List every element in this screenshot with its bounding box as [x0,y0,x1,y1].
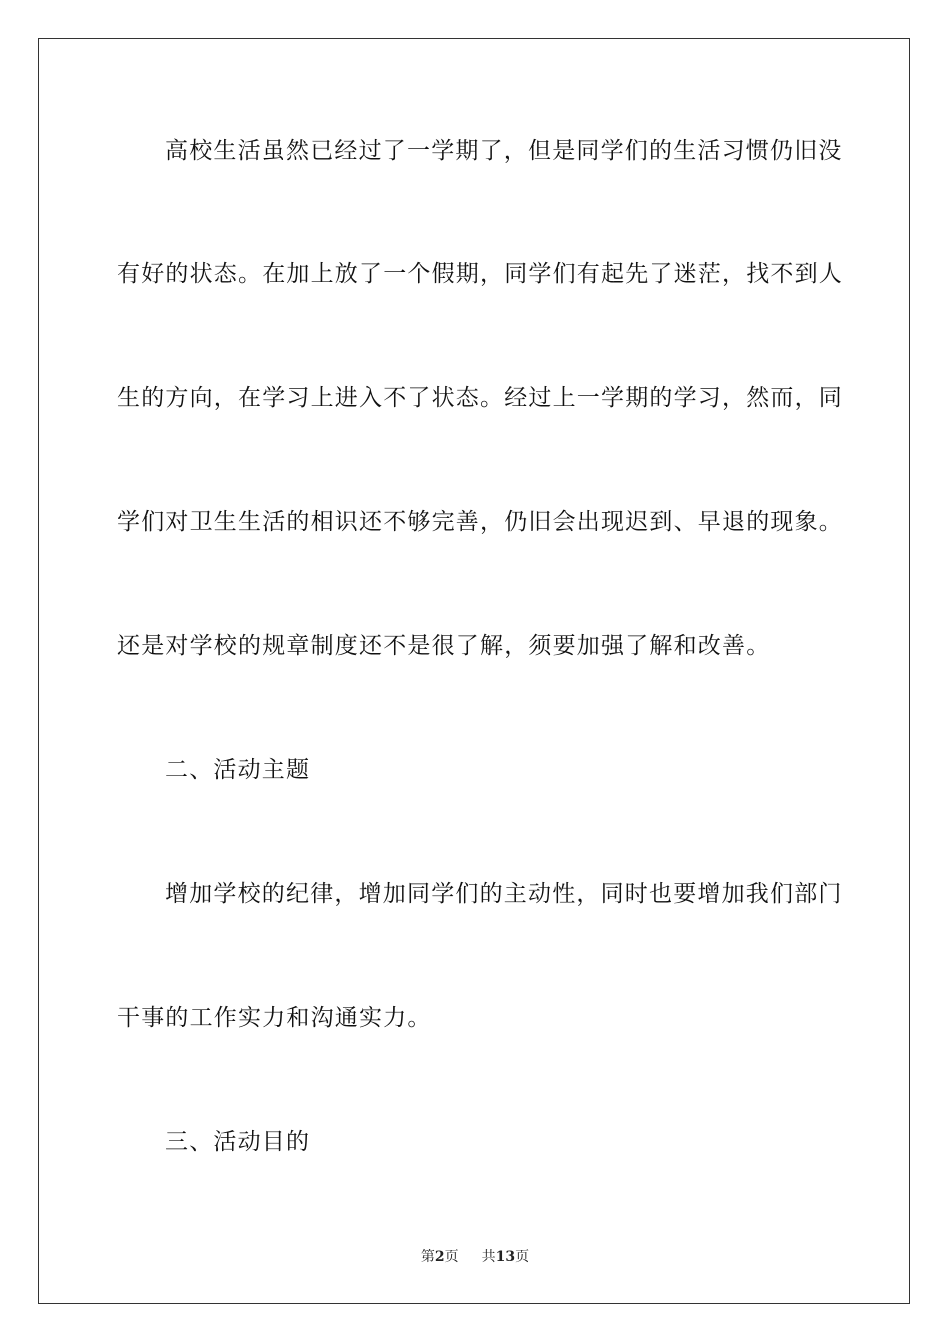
section-heading-purpose: 三、活动目的 [165,1129,311,1155]
footer-total-suffix: 页 [515,1249,530,1265]
footer-page-number: 2 [434,1249,445,1265]
page-border [38,38,910,1304]
page-footer [0,1246,950,1266]
paragraph-line-3: 生的方向，在学习上进入不了状态。经过上一学期的学习，然而，同 [117,385,843,411]
footer-total-pages: 13 [495,1249,516,1265]
paragraph-line-4: 学们对卫生生活的相识还不够完善，仍旧会出现迟到、早退的现象。 [117,509,843,535]
footer-total-prefix: 共 [481,1249,496,1265]
paragraph-line-5: 还是对学校的规章制度还不是很了解，须要加强了解和改善。 [117,633,771,659]
footer-page-suffix: 页 [444,1249,459,1265]
paragraph-line-7: 干事的工作实力和沟通实力。 [117,1005,432,1031]
paragraph-line-1: 高校生活虽然已经过了一学期了，但是同学们的生活习惯仍旧没 [165,138,843,164]
section-heading-theme: 二、活动主题 [165,757,311,783]
footer-page-prefix: 第 [420,1249,435,1265]
paragraph-line-6: 增加学校的纪律，增加同学们的主动性，同时也要增加我们部门 [165,881,843,907]
paragraph-line-2: 有好的状态。在加上放了一个假期，同学们有起先了迷茫，找不到人 [117,261,843,287]
